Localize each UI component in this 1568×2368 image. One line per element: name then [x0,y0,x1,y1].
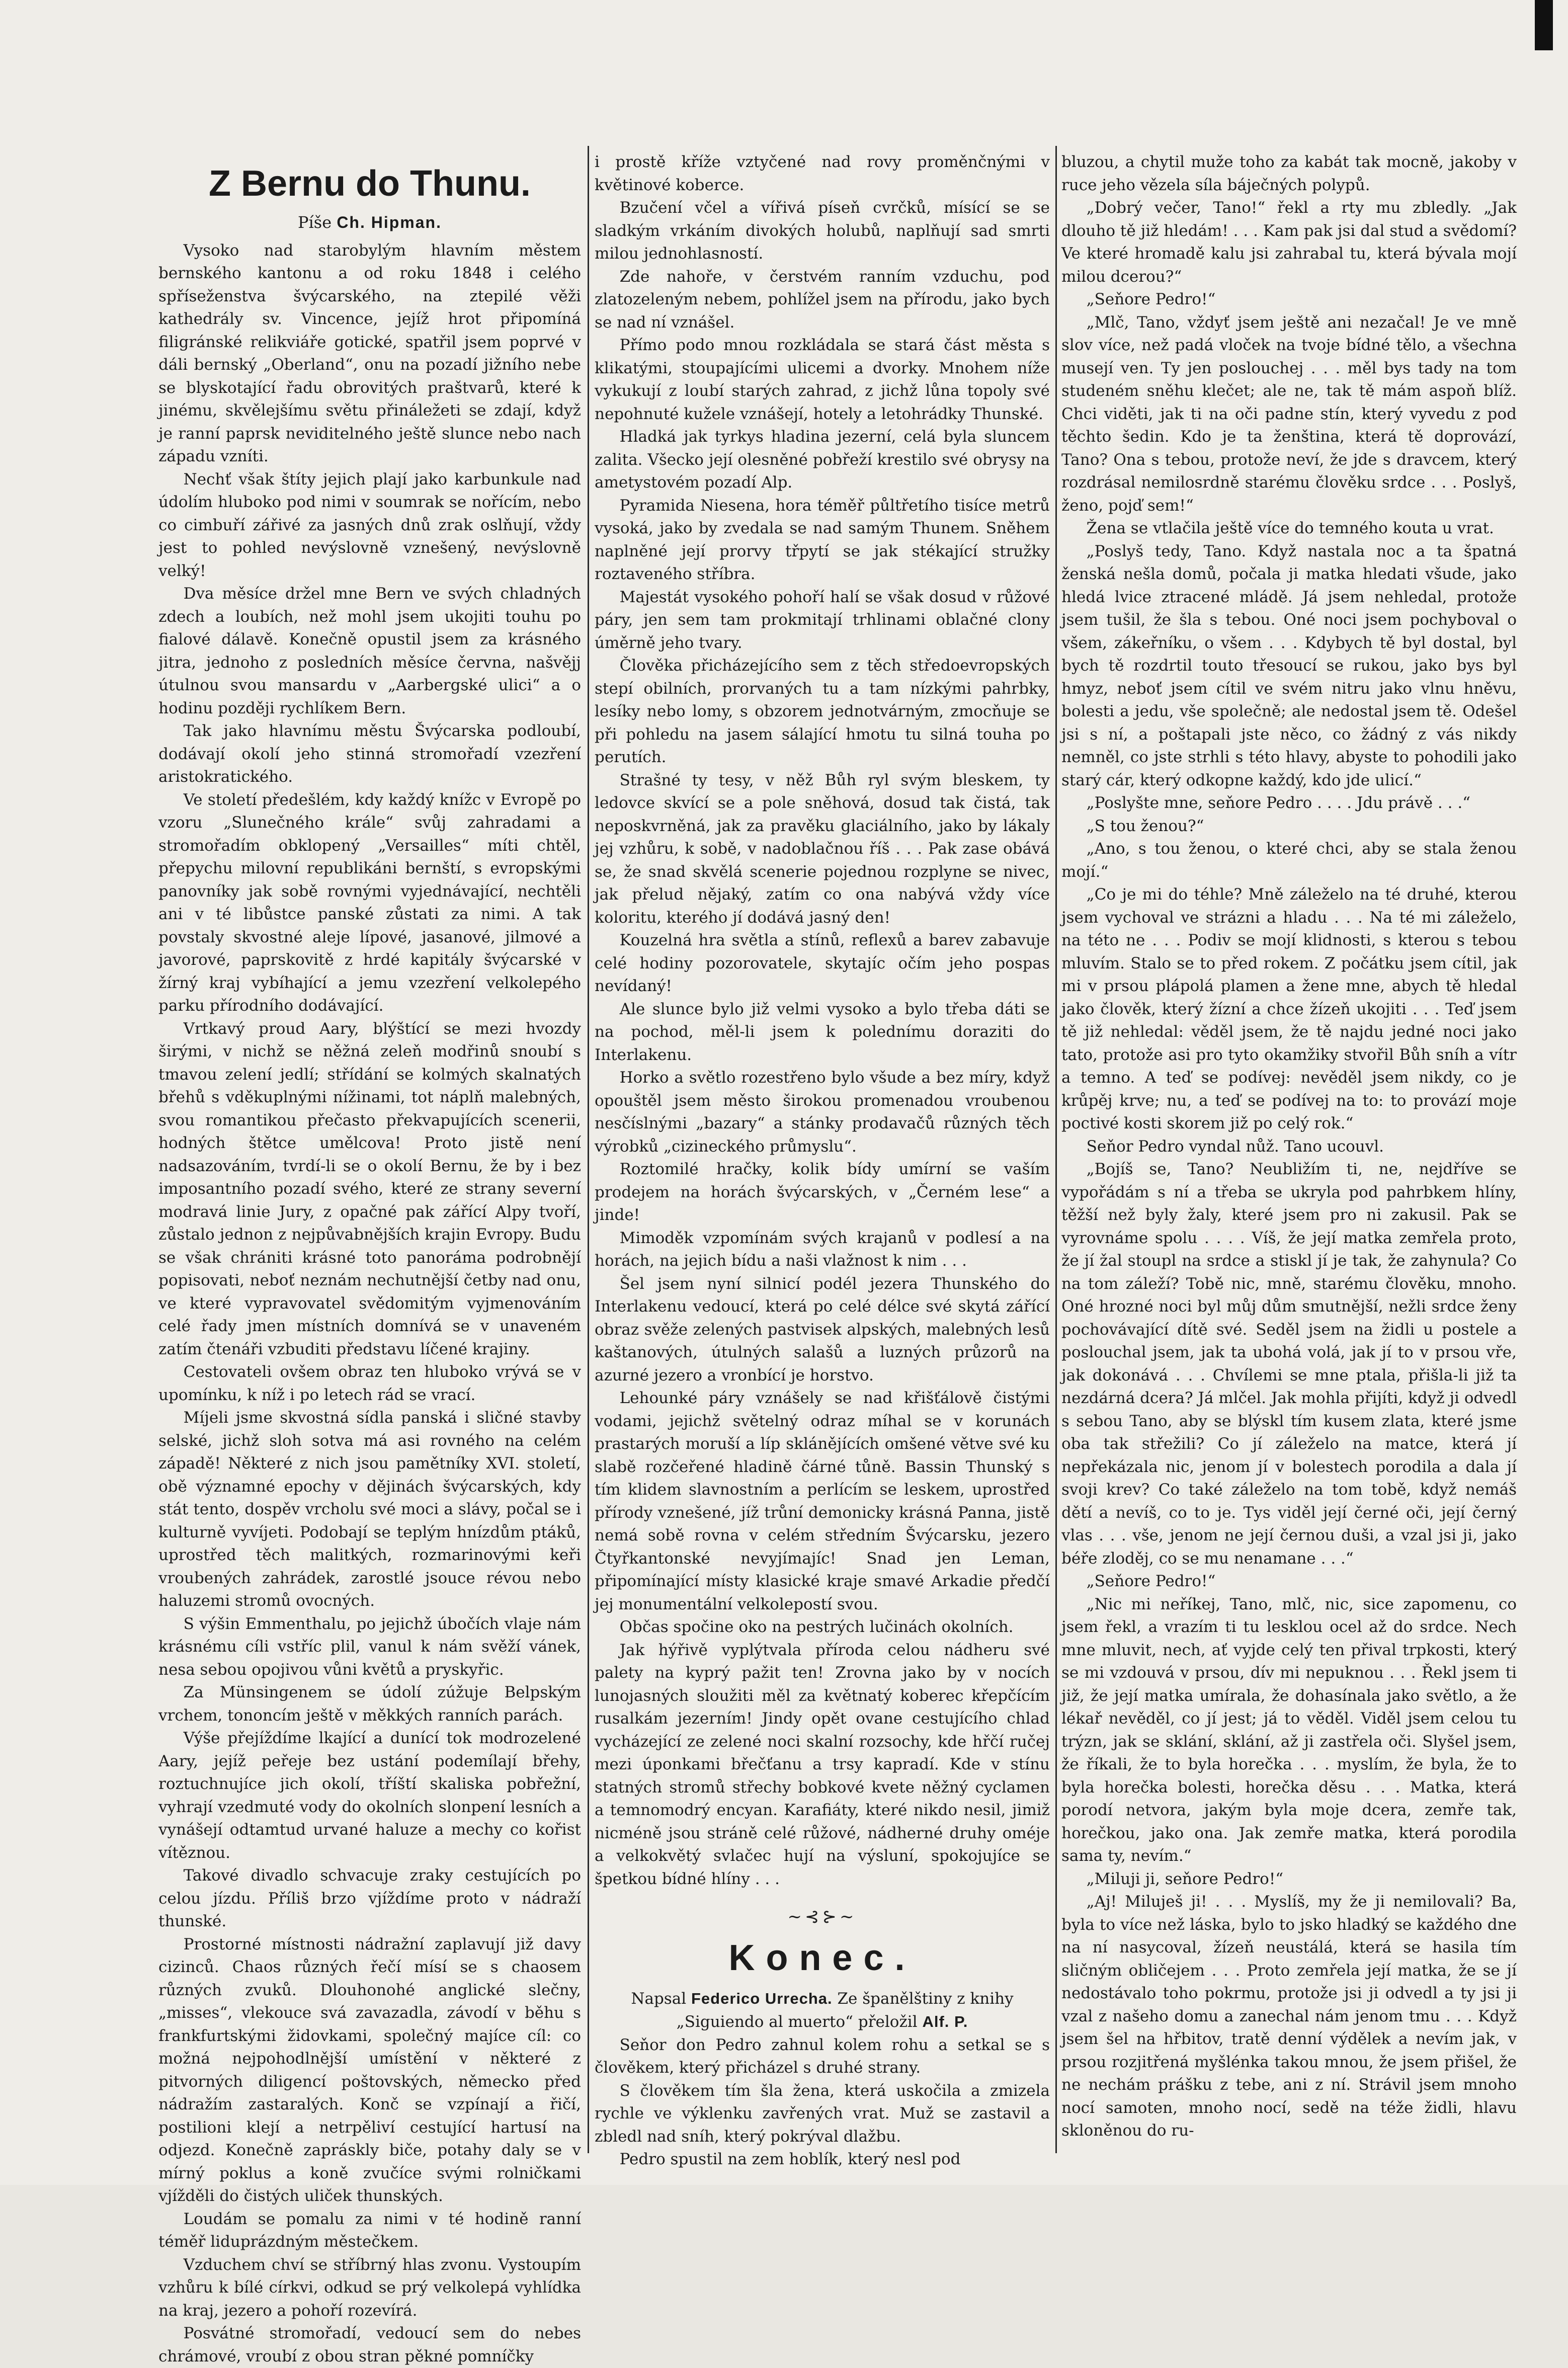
story-body-col3 [1061,151,1517,2143]
paragraph: „Nic mi neříkej, Tano, mlč, nic, sice zapomenu, co jsem řekl, a vrazím ti tu lesklou ocel až do srdce. Nech mne mluvit, nech, ať vyjde celý ten přival trpkosti, který se mi vzdouvá v prsou, dív mi nepuknou . . . Řekl jsem ti již, že její matka umírala, že dohasínala jako světlo, a že lékař nevěděl, co jí jest; já to věděl. Viděl jsem celou tu trýzn, jak se sklání, sklání, až ji zastřela oči. Slyšel jsem, že říkali, že to byla horečka . . . myslím, že byla, že to byla horečka bolesti, horečka děsu . . . Matka, která porodí netvora, jakým byla moje dcera, zemře tak, horečkou, jako ona. Jak zemře matka, která porodila sama ty, nevím.“ [1061,1593,1517,1868]
paragraph: Cestovateli ovšem obraz ten hluboko vrývá se v upomínku, k níž i po letech rád se vrací. [158,1361,581,1407]
byline-prefix: Píše [298,213,332,232]
column-1 [158,151,581,2153]
paragraph: „Ano, s tou ženou, o které chci, aby se stala ženou mojí.“ [1061,838,1517,883]
paragraph: bluzou, a chytil muže toho za kabát tak mocně, jakoby v ruce jeho vězela síla báječných polypů. [1061,151,1517,197]
paragraph: Ale slunce bylo již velmi vysoko a bylo třeba dáti se na pochod, měl-li jsem k polednímu doraziti do Interlakenu. [595,998,1050,1067]
column-3 [1061,151,1517,2153]
paragraph: „Aj! Miluješ ji! . . . Myslíš, my že ji nemilovali? Ba, byla to více než láska, bylo to jsko hladký se každého dne na ní nasycoval, žízeň neustálá, která se hasila tím sličným obličejem . . . Proto zemřela její matka, že se jí nedostávalo toho pokrmu, protože jsi ji odvedl a ty jsi ji vzal z našeho domu a zanechal nám jenom tmu . . . Když jsem šel na hřbitov, tratě denní výdělek a nevím jak, v prsou rozjitřená myšlénka takou mnou, že jsem přišel, že ne nechám prášku z tebe, ani z ní. Strávil jsem mnoho nocí samoten, mnoho nocí, sedě na téže židli, hlavu skloněnou do ru- [1061,1891,1517,2143]
paragraph: Občas spočine oko na pestrých lučinách okolních. [595,1616,1050,1639]
paragraph: „Miluji ji, seňore Pedro!“ [1061,1868,1517,1891]
paragraph: Loudám se pomalu za nimi v té hodině ranní téměř liduprázdným městečkem. [158,2208,581,2254]
story-body-col2 [595,2034,1050,2171]
column-rule [1055,146,1057,2153]
scan-edge-mark [1535,0,1553,50]
paragraph: Hladká jak tyrkys hladina jezerní, celá byla sluncem zalita. Všecko její olesněné pobřeží krestilo své obrysy na ametystovém pozadí Alp. [595,426,1050,495]
credit-label: Napsal [631,1990,686,2008]
paragraph: „Seňore Pedro!“ [1061,288,1517,311]
paragraph: Roztomilé hračky, kolik bídy umírní se vaším prodejem na horách švýcarských, v „Černém lese“ a jinde! [595,1158,1050,1227]
paragraph: Žena se vtlačila ještě více do temného kouta u vrat. [1061,517,1517,540]
paragraph: Míjeli jsme skvostná sídla panská i sličné stavby selské, jichž sloh sotva má asi rovného na celém západě! Některé z nich jsou pamětníky XVI. století, obě významné epochy v dějinách švýcarských, kdy stát tento, dospěv vrcholu své moci a slávy, počal se i kulturně vyvíjeti. Podobají se teplým hnízdům ptáků, uprostřed těch malitkých, rozmarinovými keři vroubených zahrádek, zarostlé jsouce révou nebo haluzemi stromů ovocných. [158,1407,581,1613]
paragraph: Vrtkavý proud Aary, blýštící se mezi hvozdy širými, v nichž se něžná zeleň modřinů snoubí s tmavou zelení jedlí; střídání se kolmých skalnatých břehů s vděkuplnými nížinami, tot náplň malebných, svou romantikou přečasto překvapujících scenerii, hodných štětce umělcova! Proto jistě není nadsazováním, tvrdí-li se o okolí Bernu, že by i bez imposantního pozadí svého, které ze strany severní modravá linie Jury, z opačné pak zářící Alpy tvoří, zůstalo jednon z nejpůvabnějších krajin Evropy. Budu se však chrániti krásné toto panoráma podrobnějí popisovati, neboť neznám nechutnější četby nad onu, ve které vypravovatel svědomitým vyjmenováním celé řady jmen místních domnívá se v unaveném zatím čtenáři vzbuditi představu líčené krajiny. [158,1018,581,1361]
paragraph: „Dobrý večer, Tano!“ řekl a rty mu zbledly. „Jak dlouho tě již hledám! . . . Kam pak jsi dal stud a svědomí? Ve které hromadě kalu jsi zahrabal tu, která bývala mojí milou dcerou?“ [1061,197,1517,288]
paragraph: Ve století předešlém, kdy každý knížc v Evropě po vzoru „Slunečného krále“ svůj zahradami a stromořadím obklopený „Versailles“ míti chtěl, přepychu milovní republikáni bernští, s evropskými panovníky jak sobě rovnými vyjednávající, nechtěli ani v té libůstce panské zůstati za nimi. A tak povstaly skvostné aleje lípové, jasanové, jilmové a javorové, paprskovitě z hrdé kapitály švýcarské v žírný kraj vybíhající a jemu vzezření velkolepého parku přírodního dodávající. [158,789,581,1018]
column-rule [588,146,589,2153]
byline-author: Ch. Hipman. [337,213,442,231]
paragraph: Dva měsíce držel mne Bern ve svých chladných zdech a loubích, než mohl jsem ukojiti touhu po fialové dálavě. Konečně opustil jsem za krásného jitra, jednoho z posledních měsíce června, našvějj útulnou svou mansardu v „Aarbergské ulici“ a o hodinu později rychlíkem Bern. [158,583,581,720]
paragraph: „Bojíš se, Tano? Neubližím ti, ne, nejdříve se vypořádám s ní a třeba se ukryla pod pahrbkem hlíny, těžší než byly žaly, které jsem pro ni zakusil. Pak se vyrovnáme spolu . . . . Víš, že její matka zemřela proto, že jí žal stoupl na srdce a stiskl jí je tak, že zahynula? Co na tom záleží? Tobě nic, mně, starému člověku, mnoho. Oné hrozné noci byl můj dům smutnější, nežli srdce ženy pochovávající dítě své. Seděl jsem na židli u postele a poslouchal jsem, jak ta ubohá volá, jak jí to v prsou vře, jak dokonává . . . Chvílemi se mne ptala, přišla-li již ta nezdárná dcera? Já mlčel. Jak mohla přijíti, když ji odvedl s sebou Tano, aby se blýskl tím kusem zlata, které jsme oba tak střežili? Co jí záleželo na matce, která jí nepřekázala nic, jenom jí v bolestech porodila a dala jí svoji krev? Co také záleželo na tom tobě, když nemáš dětí a nevíš, co to je. Tys viděl její černé oči, její černý vlas . . . vše, jenom ne její černou duši, a vzal jsi ji, jako béře zloděj, co se mu nenamane . . .“ [1061,1158,1517,1570]
credit-translator: Alf. P. [922,2013,968,2030]
paragraph: S člověkem tím šla žena, která uskočila a zmizela rychle ve výklenku zavřených vrat. Muž se zastavil a zbledl nad sníh, který pokrýval dlažbu. [595,2080,1050,2149]
credit-translation: Ze španělštiny z knihy „Siguiendo al muerto“ přeložil [677,1990,1014,2031]
paragraph: S výšin Emmenthalu, po jejichž úbočích vlaje nám krásnému cíli vstříc plil, vanul k nám svěží vánek, nesa sebou opojivou vůni květů a pryskyřic. [158,1613,581,1682]
paragraph: Pedro spustil na zem hoblík, který nesl pod [595,2148,1050,2171]
paragraph: „S tou ženou?“ [1061,815,1517,838]
paragraph: Šel jsem nyní silnicí podél jezera Thunského do Interlakenu vedoucí, která po celé délce své skytá zářící obraz svěže zelených pastvisek alpských, malebných lesů kaštanových, útulných salašů a luzných průzorů na azurné jezero a vronbící je horstvo. [595,1273,1050,1387]
paragraph: Za Münsingenem se údolí zúžuje Belpským vrchem, tononcím ještě v měkkých ranních parách. [158,1681,581,1727]
paragraph: Nechť však štíty jejich plají jako karbunkule nad údolím hluboko pod nimi v soumrak se nořícím, nebo co cimbuří zářivé za jasných dnů zrak oslňují, vždy jest to pohled nevýslovně vznešený, nevýslovně velký! [158,468,581,583]
section-ornament: ~⊰⊱~ [595,1906,1050,1929]
paragraph: „Co je mi do téhle? Mně záleželo na té druhé, kterou jsem vychoval ve strázni a hladu . . . Na té mi záleželo, na této ne . . . Podiv se mojí klidnosti, s kterou s tebou mluvím. Stalo se to před rokem. Z počátku jsem cítil, jak mi v prsou plápolá plamen a žene mne, abych tě hledal jako člověk, který žízní a chce žízeň ukojiti . . . Teď jsem tě již nehledal: věděl jsem, že tě najdu jedné noci jako tato, protože asi pro tyto okamžiky stvořil Bůh sníh a vítr a temno. A teď se podívej: nevěděl jsem nikdy, co je krůpěj krve; nu, a teď se podívej na to: to provází moje poctivé kosti skorem již po celý rok.“ [1061,883,1517,1135]
credit-author: Federico Urrecha. [691,1990,833,2007]
paragraph: Seňor Pedro vyndal nůž. Tano ucouvl. [1061,1135,1517,1159]
paragraph: Horko a světlo rozestřeno bylo všude a bez míry, když opouštěl jsem město širokou promenadou vroubenou nesčíslnými „bazary“ a stánky prodavačů různých těch výrobků „cizineckého průmyslu“. [595,1067,1050,1158]
paragraph: Bzučení včel a vířivá píseň cvrčků, mísící se se sladkým vrkáním divokých holubů, naplňují sad smrti milou jednohlasností. [595,197,1050,266]
story-credit [595,1987,1050,2034]
story-title: Konec. [595,1934,1050,1982]
paragraph: „Mlč, Tano, vždyť jsem ještě ani nezačal! Je ve mně slov více, než padá vloček na tvoje bídné tělo, a všechna musejí ven. Ty jen poslouchej . . . měl bys tady na tom studeném sněhu klečet; ale ne, tak tě mám aspoň blíž. Chci viděti, jak ti na oči padne stín, který vyvedu z pod těchto šedin. Kdo je ta ženština, která tě doprovází, Tano? Ona s tebou, protože neví, že jde s dravcem, který rozdrásal nemilosrdně starému člověku srdce . . . Poslyš, ženo, pojď sem!“ [1061,311,1517,518]
article-body-col2 [595,151,1050,1891]
paragraph: Strašné ty tesy, v něž Bůh ryl svým bleskem, ty ledovce skvící se a pole sněhová, dosud tak čistá, tak neposkvrněná, jak za pravěku glaciálního, jako by lákaly jej vzhůru, k sobě, v nadoblačnou říš . . . Pak zase obává se, že snad skvělá scenerie pojednou rozplyne se nivec, jak přelud nějaký, zatím co ona nabývá vždy více koloritu, kterého jí dodává jasný den! [595,769,1050,930]
paragraph: „Poslyšte mne, seňore Pedro . . . . Jdu právě . . .“ [1061,792,1517,815]
paragraph: Kouzelná hra světla a stínů, reflexů a barev zabavuje celé hodiny pozorovatele, skytajíc očím jeho pospas nevídaný! [595,929,1050,998]
paragraph: Člověka přicházejícího sem z těch středoevropských stepí obilních, prorvaných tu a tam nízkými pahrbky, lesíky nebo lomy, s obzorem jednotvárným, zmocňuje se při pohledu na jasem sálající hmotu tu silná touha po perutích. [595,655,1050,769]
paragraph: Vzduchem chví se stříbrný hlas zvonu. Vystoupím vzhůru k bílé církvi, odkud se prý velkolepá vyhlídka na kraj, jezero a pohoří rozevírá. [158,2254,581,2323]
paragraph: Výše přejíždíme lkající a dunící tok modrozelené Aary, jejíž peřeje bez ustání podemílají břehy, roztuchnujíce jich okolí, tříští skaliska pobřežní, vyhrají vzedmuté vody do okolních slonpení lesních a vynášejí odtamtud urvané haluze a mechy co kořist vítěznou. [158,1727,581,1864]
paragraph: Mimoděk vzpomínám svých krajanů v podlesí a na horách, na jejich bídu a naši vlažnost k nim . . . [595,1227,1050,1273]
article-body-col1 [158,239,581,2368]
column-2 [595,151,1050,2153]
article-byline [158,211,581,234]
paragraph: Majestát vysokého pohoří halí se však dosud v růžové páry, jen sem tam prokmitají trhlinami oblačné clony úměrně jeho tvary. [595,586,1050,655]
paragraph: Vysoko nad starobylým hlavním městem bernského kantonu a od roku 1848 i celého spříseženstva švýcarského, na ztepilé věži kathedrály sv. Vincence, jejíž hrot připomíná filigránské relikviáře gotické, spatřil jsem poprvé v dáli bernský „Oberland“, onu na pozadí jižního nebe se blyskotající řadu obrovitých praštvarů, které k jinému, skvělejšímu světu přináležeti se zdají, když je ranní paprsk neviditelného ještě slunce nebo nach západu vzníti. [158,239,581,468]
paragraph: Prostorné místnosti nádražní zaplavují již davy cizinců. Chaos různých řečí mísí se s chaosem různých zvuků. Dlouhonohé anglické slečny, „misses“, vlekouce svá zavazadla, závodí v běhu s frankfurtskými židovkami, společný majíce cíl: co možná nejpohodlnější umístění v některé z pitvorných diligencí poštovských, německo před nádražím zastaralých. Konč se vzpínají a řičí, postilioni klejí a netrpěliví cestující hartusí na odjezd. Konečně zapráskly biče, potahy daly se v mírný poklus a koně zvučíce svými rolničkami vjížděli do čistých uliček thunských. [158,1933,581,2208]
article-title: Z Bernu do Thunu. [158,161,581,206]
paragraph: Takové divadlo schvacuje zraky cestujících po celou jízdu. Příliš brzo vjíždíme proto v nádraží thunské. [158,1864,581,1933]
paragraph: Zde nahoře, v čerstvém ranním vzduchu, pod zlatozeleným nebem, pohlížel jsem na přírodu, jako bych se nad ní vznášel. [595,266,1050,335]
paragraph: Lehounké páry vznášely se nad křišťálově čistými vodami, jejichž světelný odraz míhal se v korunách prastarých moruší a líp sklánějících omšené větve své ku slabě rozčeřené hladině čárné tůně. Bassin Thunský s tím klidem slavnostním a perlícím se leskem, uprostřed přírody vznešené, jíž trůní demonicky krásná Panna, jistě nemá sobě rovna v celém středním Švýcarsku, jezero Čtyřkantonské nevyjímajíc! Snad jen Leman, připomínající místy klasické kraje smavé Arkadie předčí jej monumentální velkolepostí svou. [595,1387,1050,1616]
paragraph: i prostě kříže vztyčené nad rovy proměnčnými v květinové koberce. [595,151,1050,197]
paragraph: „Seňore Pedro!“ [1061,1570,1517,1593]
paragraph: Posvátné stromořadí, vedoucí sem do nebes chrámové, vroubí z obou stran pěkné pomníčky [158,2322,581,2368]
paragraph: Přímo podo mnou rozkládala se stará část města s klikatými, stoupajícími ulicemi a dvorky. Mnohem níže vykukují z loubí starých zahrad, z jichž lůna topoly své nepohnuté kužele vznášejí, hotely a letohrádky Thunské. [595,334,1050,426]
paragraph: Pyramida Niesena, hora téměř půltřetího tisíce metrů vysoká, jako by zvedala se nad samým Thunem. Sněhem naplněné její prorvy třpytí se jak stékající stružky roztaveného stříbra. [595,495,1050,586]
paragraph: „Poslyš tedy, Tano. Když nastala noc a ta špatná ženská nešla domů, počala ji matka hledati všude, jako hledá lvice ztracené mládě. Já jsem nehledal, protože jsem tušil, že šla s tebou. Oné noci jsem pochyboval o všem, zákeřníku, o všem . . . Kdybych tě byl dostal, byl bych tě rozdrtil touto třesoucí se rukou, jako bys byl hmyz, neboť jsem cítil ve svém nitru jako vlnu hněvu, bolesti a jedu, vše společně; ale nedostal jsem tě. Odešel jsi s ní, a poštapali jste něco, co žádný z vás nikdy nemněl, co jste strhli s této hlavy, abyste to pohodili jako starý cár, který odkopne každý, kdo jde ulicí.“ [1061,540,1517,792]
paragraph: Jak hýřivě vyplýtvala příroda celou nádheru své palety na kyprý pažit ten! Zrovna jako by v nocích lunojasných sloužiti měl za květnatý koberec křepčícím rusalkám jezerním! Jindy opět ovane cestujícího chlad vycházející ze zelené noci skalní rozsochy, kde hřčí ručej mezi úponkami břečťanu a trsy kapradí. Kde v stínu statných stromů střechy bobkové kvete něžný cyclamen a temnomodrý encyan. Karafiáty, které nikdo nesil, jimiž nicméně jsou stráně celé růžové, nádherné druhy oméje a velkokvětý svlačec hují na výsluní, spokojujíce se špetkou bídné hlíny . . . [595,1639,1050,1891]
paragraph: Seňor don Pedro zahnul kolem rohu a setkal se s člověkem, který přicházel s druhé strany. [595,2034,1050,2080]
paragraph: Tak jako hlavnímu městu Švýcarska podloubí, dodávají okolí jeho stinná stromořadí vzezření aristokratického. [158,720,581,789]
